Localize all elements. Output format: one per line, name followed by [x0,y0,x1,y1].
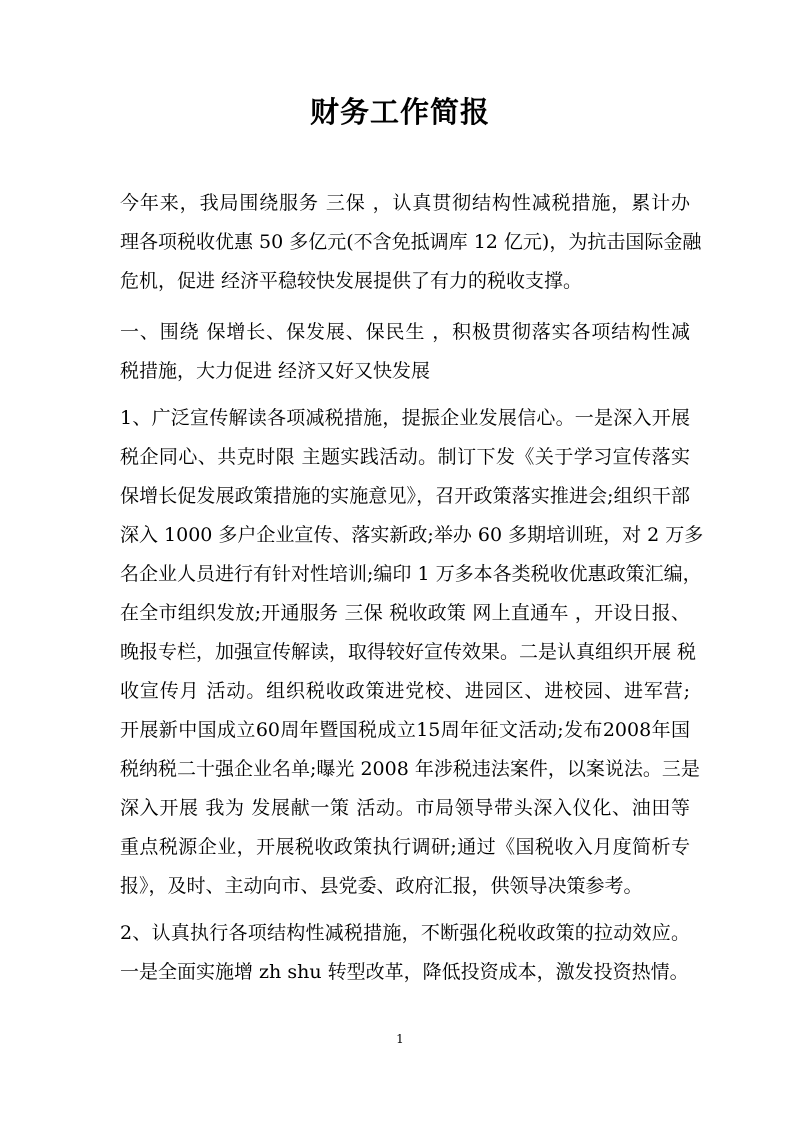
section-heading-line: 税措施，大力促进 经济又好又快发展 [120,360,431,382]
body-line: 深入开展 我为 发展献一策 活动。市局领导带头深入仪化、油田等 [120,797,690,819]
body-line: 晚报专栏，加强宣传解读，取得较好宣传效果。二是认真组织开展 税 [120,641,697,663]
document-title: 财务工作简报 [309,95,490,129]
body-line: 2、认真执行各项结构性减税措施，不断强化税收政策的拉动效应。 [120,922,690,944]
body-line: 今年来，我局围绕服务 三保 ，认真贯彻结构性减税措施，累计办 [120,192,690,214]
body-line: 报》，及时、主动向市、县党委、政府汇报，供领导决策参考。 [120,875,643,897]
body-line: 1、广泛宣传解读各项减税措施，提振企业发展信心。一是深入开展 [120,407,690,429]
body-line: 保增长促发展政策措施的实施意见》，召开政策落实推进会;组织干部 [120,485,690,507]
body-line: 理各项税收优惠 50 多亿元(不含免抵调库 12 亿元)，为抗击国际金融 [120,231,702,253]
body-line: 税纳税二十强企业名单;曝光 2008 年涉税违法案件，以案说法。三是 [120,758,700,780]
section-heading-line: 一、围绕 保增长、保发展、保民生 ，积极贯彻落实各项结构性减 [120,321,690,343]
body-line: 名企业人员进行有针对性培训;编印 1 万多本各类税收优惠政策汇编， [120,563,702,585]
body-line: 危机，促进 经济平稳较快发展提供了有力的税收支撑。 [120,270,583,292]
body-line: 开展新中国成立60周年暨国税成立15周年征文活动;发布2008年国 [120,719,690,741]
body-line: 在全市组织发放;开通服务 三保 税收政策 网上直通车 ，开设日报、 [120,602,690,624]
body-line: 深入 1000 多户企业宣传、落实新政;举办 60 多期培训班，对 2 万多 [120,524,704,546]
page-number: 1 [396,1032,404,1046]
body-line: 税企同心、共克时限 主题实践活动。制订下发《关于学习宣传落实 [120,446,690,468]
body-line: 收宣传月 活动。组织税收政策进党校、进园区、进校园、进军营; [120,680,690,702]
body-line: 重点税源企业，开展税收政策执行调研;通过《国税收入月度简析专 [120,836,690,858]
body-line: 一是全面实施增 zh shu 转型改革，降低投资成本，激发投资热情。 [120,961,689,983]
